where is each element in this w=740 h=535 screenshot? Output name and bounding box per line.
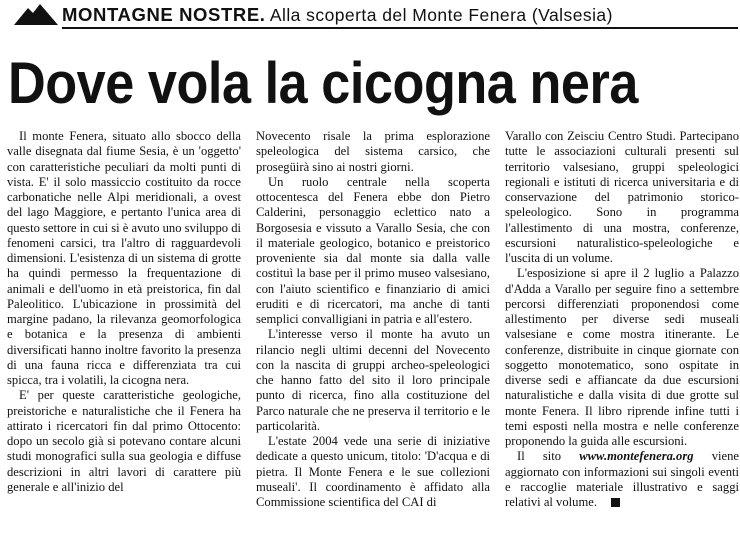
paragraph: L'esposizione si apre il 2 luglio a Palazzo d'Adda a Varallo per seguire fino a settembre percorsi differenziati proponendosi come allestimento per diverse sedi museali valsesiane e come mostra itinerante. Le conferenze, distribuite in cinque giornate con soggetto monotematico, sono ospitate in diverse sedi e affiancate da due escursioni naturalistiche e dalla visita di due grotte sul monte Fenera. Il libro riprende infine tutti i temi esposti nella mostra e nelle conferenze proponendo la guida alle escursioni. [505, 266, 739, 448]
header-rule [62, 27, 738, 29]
paragraph: Un ruolo centrale nella scoperta ottocentesca del Fenera ebbe don Pietro Calderini, personaggio eclettico nato a Borgosesia e vissuto a Varallo Sesia, che con il materiale geologico, botanico e preistorico proveniente sia dal monte sia dalla valle costituì la base per il primo museo valsesiano, con l'aiuto scientifico e finanziario di amici eruditi e di ricercatori, ma anche di tanti semplici convalligiani in patria e all'estero. [256, 174, 490, 326]
website-link[interactable]: www.montefenera.org [579, 449, 694, 464]
article-column-1 [7, 129, 241, 495]
headline: Dove vola la cicogna nera [8, 51, 638, 116]
final-text-before: Il sito [517, 449, 580, 464]
mountain-icon [14, 3, 58, 25]
paragraph: Varallo con Zeisciu Centro Studi. Partecipano tutte le associazioni culturali presenti sul territorio valsesiano, gruppi speleologici regionali e istituti di ricerca universitaria e di conservazione del patrimonio storico-speleologico. Sono in programma l'allestimento di una mostra, conferenze, escursioni naturalistico-speleologiche e l'uscita di un volume. [505, 129, 739, 265]
article-column-2 [256, 129, 490, 510]
paragraph: L'interesse verso il monte ha avuto un rilancio negli ultimi decenni del Novecento con la nascita di gruppi archeo-speleologici che hanno fatto del sito il loro principale punto di ricerca, fino alla costituzione del Parco naturale che ne preserva il territorio e le particolarità. [256, 327, 490, 433]
paragraph: L'estate 2004 vede una serie di iniziative dedicate a questo unicum, titolo: 'D'acqua e di pietra. Il Monte Fenera e le sue collezioni museali'. Il coordinamento è affidato alla Commissione scientifica del CAI di [256, 434, 490, 509]
paragraph: Il monte Fenera, situato allo sbocco della valle disegnata dal fiume Sesia, è un 'oggetto' con caratteristiche peculiari da molti punti di vista. E' il solo massiccio costituito da rocce carbonatiche nelle Alpi meridionali, a ovest del lago Maggiore, e pertanto l'unica area di questo settore in cui si è avuto uno sviluppo di fenomeni carsici, tra l'altro di ragguardevoli dimensioni. L'esistenza di un sistema di grotte ha quindi permesso la frequentazione di animali e dell'uomo in età preistorica, fin dal Paleolitico. L'ubicazione in prossimità del margine padano, la rilevanza geomorfologica e botanica e la presenza di ambienti diversificati hanno inoltre favorito la presenza di una fauna ricca e differenziata tra cui spicca, tra i volatili, la cicogna nera. [7, 129, 242, 387]
paragraph: Novecento risale la prima esplorazione speleologica del sistema carsico, che prosegüirà sino ai nostri giorni. [256, 129, 490, 174]
article-header [0, 0, 740, 32]
final-text-after: viene aggiornato con informazioni sui singoli eventi e raccoglie materiale illustrativo e saggi relativi al volume. [505, 449, 739, 509]
header-line [62, 4, 613, 26]
end-of-article-square [611, 498, 620, 507]
header-subtitle: Alla scoperta del Monte Fenera (Valsesia) [269, 5, 613, 25]
article-column-3 [505, 129, 739, 510]
paragraph: E' per queste caratteristiche geologiche, preistoriche e naturalistiche che il Fenera ha attirato i ricercatori fin dal primo Ottocento: dopo un secolo già si potevano contare alcuni studi monografici sulla sua geologia e diffuse descrizioni in altri lavori di carattere più generale e all'inizio del [7, 388, 241, 494]
section-kicker: MONTAGNE NOSTRE. [62, 4, 266, 25]
final-paragraph [505, 449, 739, 510]
